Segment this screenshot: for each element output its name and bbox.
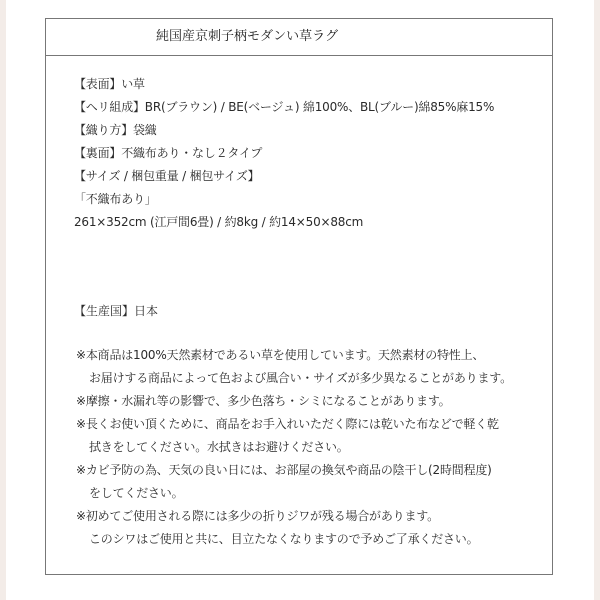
- notes-list: [76, 347, 512, 554]
- spec-frame: [45, 18, 553, 575]
- product-title: 純国産京刺子柄モダンい草ラグ: [156, 29, 339, 44]
- note-line: をしてください。: [89, 486, 184, 500]
- spec-surface: 【表面】い草: [74, 77, 145, 91]
- right-edge-strip: [594, 0, 600, 600]
- note-line: ※長くお使い頂くために、商品をお手入れいただく際には乾いた布などで軽く乾: [76, 417, 499, 431]
- country-of-origin: 【生産国】日本: [74, 304, 159, 318]
- left-edge-strip: [0, 0, 6, 600]
- note-line: 拭きをしてください。水拭きはお避けください。: [89, 440, 349, 454]
- note-line: お届けする商品によって色および風合い・サイズが多少異なることがあります。: [89, 371, 512, 385]
- spec-weave: 【織り方】袋織: [74, 123, 157, 137]
- spec-size-heading: 【サイズ / 梱包重量 / 梱包サイズ】: [74, 169, 260, 183]
- note-line: ※カビ予防の為、天気の良い日には、お部屋の換気や商品の陰干し(2時間程度): [76, 463, 492, 477]
- spec-edge-material: 【ヘリ組成】BR(ブラウン) / BE(ベージュ) 綿100%、BL(ブルー)綿85%麻15%: [74, 100, 495, 114]
- note-line: ※摩擦・水漏れ等の影響で、多少色落ち・シミになることがあります。: [76, 394, 451, 408]
- spec-size-value: 261×352cm (江戸間6畳) / 約8kg / 約14×50×88cm: [74, 215, 364, 229]
- note-line: ※初めてご使用される際には多少の折りジワが残る場合があります。: [76, 509, 439, 523]
- note-line: このシワはご使用と共に、目立たなくなりますので予めご了承ください。: [89, 532, 479, 546]
- title-bar: [46, 19, 552, 56]
- spec-variant-label: 「不織布あり」: [74, 192, 157, 206]
- note-line: ※本商品は100%天然素材であるい草を使用しています。天然素材の特性上、: [76, 348, 485, 362]
- spec-back: 【裏面】不織布あり・なし２タイプ: [74, 146, 263, 160]
- spec-list: [74, 76, 494, 237]
